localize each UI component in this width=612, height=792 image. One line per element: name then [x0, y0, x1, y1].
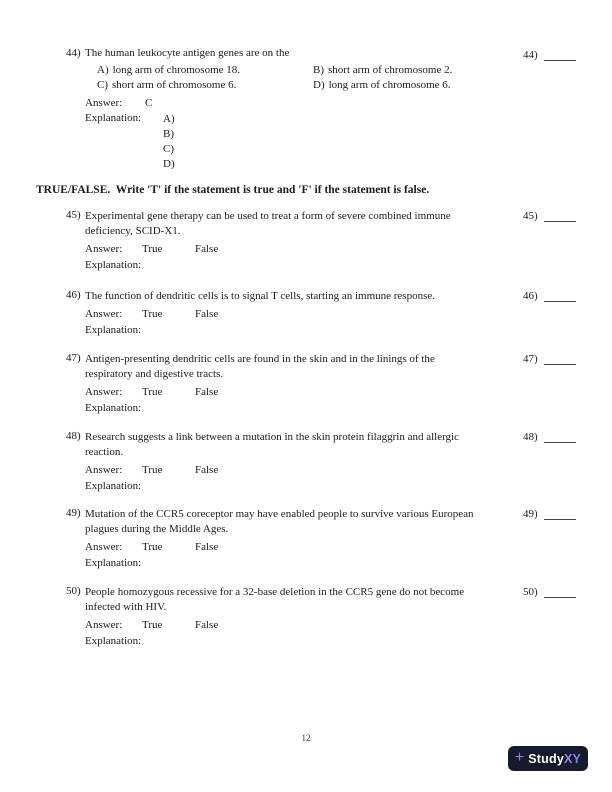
page-number: 12 [301, 733, 311, 743]
question-statement [85, 289, 590, 304]
slot-number: 44) [523, 49, 538, 61]
option-c-text: short arm of chromosome 6. [112, 79, 237, 91]
answer-line [66, 243, 590, 258]
question-number: 50) [66, 585, 81, 597]
option-b [313, 64, 452, 76]
slot-number: 45) [523, 210, 538, 222]
explanation-item-a: A) [163, 113, 175, 125]
false-option: False [195, 541, 219, 553]
question-44-block [66, 47, 590, 175]
option-d-label: D) [313, 79, 325, 91]
answer-slot-47 [523, 353, 576, 365]
answer-line [66, 308, 590, 323]
true-option: True [142, 619, 163, 631]
answer-slot-49 [523, 508, 576, 520]
question-46-block [66, 289, 590, 338]
question-row [66, 352, 590, 382]
question-number: 47) [66, 352, 81, 364]
answer-label: Answer: [85, 97, 123, 109]
statement-line: deficiency, SCID-X1. [85, 225, 181, 237]
statement-line: Antigen-presenting dendritic cells are found in the skin and in the linings of the [85, 353, 435, 365]
answer-blank-line [544, 597, 576, 598]
answer-label: Answer: [85, 619, 123, 631]
answer-slot-45 [523, 210, 576, 222]
slot-number: 49) [523, 508, 538, 520]
option-a [97, 64, 240, 76]
statement-line: Research suggests a link between a mutation in the skin protein filaggrin and allergic [85, 431, 459, 443]
answer-slot-46 [523, 290, 576, 302]
answer-slot-50 [523, 586, 576, 598]
question-number: 45) [66, 209, 81, 221]
option-a-text: long arm of chromosome 18. [112, 64, 241, 76]
answer-blank-line [544, 301, 576, 302]
slot-number: 50) [523, 586, 538, 598]
question-row [66, 209, 590, 239]
false-option: False [195, 464, 219, 476]
answer-label: Answer: [85, 464, 123, 476]
question-statement [85, 430, 590, 460]
option-b-text: short arm of chromosome 2. [328, 64, 453, 76]
explanation-label: Explanation: [85, 557, 142, 569]
answer-slot-48 [523, 431, 576, 443]
true-option: True [142, 541, 163, 553]
question-number: 48) [66, 430, 81, 442]
true-option: True [142, 308, 163, 320]
question-number: 46) [66, 289, 81, 301]
answer-label: Answer: [85, 243, 123, 255]
answer-blank-line [544, 221, 576, 222]
explanation-label: Explanation: [85, 324, 142, 336]
statement-line: People homozygous recessive for a 32-base deletion in the CCR5 gene do not become [85, 586, 465, 598]
brand-name [528, 752, 581, 766]
true-option: True [142, 243, 163, 255]
brand-name-accent-y: Y [572, 751, 582, 766]
question-row [66, 430, 590, 460]
answer-blank-line [544, 519, 576, 520]
explanation-item-c: C) [163, 143, 174, 155]
explanation-item-d: D) [163, 158, 175, 170]
question-row [66, 585, 590, 615]
slot-number: 47) [523, 353, 538, 365]
option-c [97, 79, 236, 91]
false-option: False [195, 386, 219, 398]
question-49-block [66, 507, 590, 571]
question-47-block [66, 352, 590, 416]
answer-label: Answer: [85, 541, 123, 553]
question-row [66, 289, 590, 304]
question-48-block [66, 430, 590, 494]
answer-slot-44 [523, 49, 576, 61]
explanation-label: Explanation: [85, 259, 142, 271]
explanation-label: Explanation: [85, 480, 142, 492]
question-statement [85, 209, 590, 239]
question-number: 44) [66, 47, 81, 59]
statement-line: Experimental gene therapy can be used to treat a form of severe combined immune [85, 210, 451, 222]
answer-blank-line [544, 442, 576, 443]
slot-number: 48) [523, 431, 538, 443]
answer-line [66, 541, 590, 556]
option-b-label: B) [313, 64, 324, 76]
option-d-text: long arm of chromosome 6. [328, 79, 451, 91]
statement-line: plagues during the Middle Ages. [85, 523, 229, 535]
section-header-true-false: TRUE/FALSE. Write 'T' if the statement is true and 'F' if the statement is false. [36, 184, 430, 196]
answer-value: C [145, 97, 153, 109]
question-50-block [66, 585, 590, 649]
option-a-label: A) [97, 64, 109, 76]
true-option: True [142, 464, 163, 476]
question-statement [85, 352, 590, 382]
explanation-label: Explanation: [85, 402, 142, 414]
question-number: 49) [66, 507, 81, 519]
false-option: False [195, 619, 219, 631]
answer-line [66, 464, 590, 479]
explanation-item-b: B) [163, 128, 174, 140]
explanation-label: Explanation: [85, 635, 142, 647]
question-statement [85, 585, 590, 615]
answer-line [66, 386, 590, 401]
answer-label: Answer: [85, 386, 123, 398]
statement-line: Mutation of the CCR5 coreceptor may have enabled people to survive various European [85, 508, 474, 520]
explanation-items [163, 112, 175, 172]
slot-number: 46) [523, 290, 538, 302]
question-statement [85, 507, 590, 537]
statement-line: respiratory and digestive tracts. [85, 368, 224, 380]
answer-label: Answer: [85, 308, 123, 320]
question-row [66, 507, 590, 537]
statement-line: infected with HIV. [85, 601, 167, 613]
brand-name-accent-x: X [563, 751, 573, 766]
answer-blank-line [544, 364, 576, 365]
studyxy-logo [508, 746, 588, 771]
statement-line: The function of dendritic cells is to signal T cells, starting an immune response. [85, 290, 435, 302]
brand-name-primary: Study [528, 751, 564, 766]
explanation-label: Explanation: [85, 112, 142, 124]
question-45-block [66, 209, 590, 273]
answer-line [66, 619, 590, 634]
answer-blank-line [544, 60, 576, 61]
false-option: False [195, 308, 219, 320]
plus-icon: + [514, 748, 525, 766]
option-c-label: C) [97, 79, 108, 91]
question-stem: The human leukocyte antigen genes are on the [85, 47, 290, 59]
true-option: True [142, 386, 163, 398]
option-d [313, 79, 451, 91]
false-option: False [195, 243, 219, 255]
statement-line: reaction. [85, 446, 124, 458]
